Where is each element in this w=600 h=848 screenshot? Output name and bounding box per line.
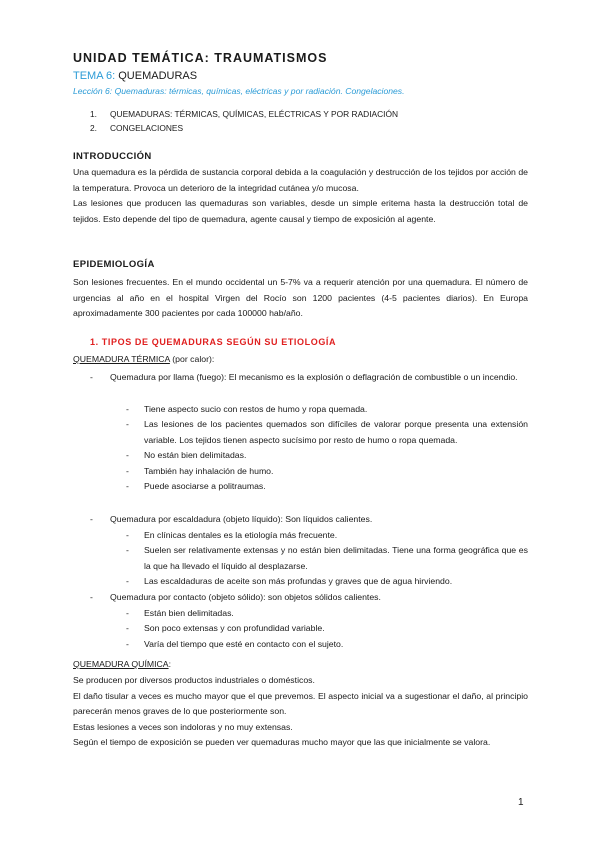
- list-item: - Suelen ser relativamente extensas y no están bien delimitadas. Tiene una forma geográfica que es la que ha llevado el líquido al desplazarse.: [126, 545, 528, 571]
- intro-paragraph: Las lesiones que producen las quemaduras son variables, desde un simple eritema hasta la destrucción total de tejidos. Esto depende del tipo de quemadura, agente causal y tiempo de exposición al agente.: [73, 198, 528, 224]
- list-item: - Son poco extensas y con profundidad variable.: [126, 623, 325, 634]
- epidemiologia-body: [73, 275, 528, 322]
- quimica-subheading: QUEMADURA QUÍMICA:: [73, 659, 171, 669]
- list-item: - Tiene aspecto sucio con restos de humo y ropa quemada.: [126, 404, 368, 414]
- list-item: - También hay inhalación de humo.: [126, 465, 274, 476]
- list-item: - Varía del tiempo que esté en contacto con el sujeto.: [126, 638, 344, 649]
- list-item: - Puede asociarse a politraumas.: [126, 481, 266, 492]
- list-item: - Las escaldaduras de aceite son más profundas y graves que de agua hirviendo.: [126, 576, 453, 587]
- intro-heading: INTRODUCCIÓN: [73, 151, 152, 162]
- epidemiologia-paragraph: Son lesiones frecuentes. En el mundo occidental un 5-7% va a requerir atención por una quemadura. El número de urgencias al año en el hospital Virgen del Rocío son 1200 pacientes (4-5 pacientes diarios). En Europa aproximadamente 300 pacientes por cada 100000 hab/año.: [73, 277, 528, 318]
- quimica-line: Según el tiempo de exposición se pueden ver quemaduras mucho mayor que las que inicialmente se valora.: [73, 737, 491, 747]
- epidemiologia-heading: EPIDEMIOLOGÍA: [73, 259, 155, 270]
- contacto-sublist: [126, 606, 528, 652]
- termica-subheading: QUEMADURA TÉRMICA (por calor):: [73, 354, 215, 364]
- quimica-line: Estas lesiones a veces son indoloras y no muy extensas.: [73, 721, 293, 732]
- list-item: - En clínicas dentales es la etiología más frecuente.: [126, 530, 338, 540]
- quimica-title: QUEMADURA QUÍMICA: [73, 659, 169, 669]
- escaldadura-sublist: [126, 528, 528, 590]
- list-item-contacto: - Quemadura por contacto (objeto sólido): son objetos sólidos calientes.: [90, 592, 381, 602]
- quimica-line: El daño tisular a veces es mucho mayor que el que prevemos. El aspecto inicial va a sugestionar el daño, al principio parecerán menos graves de lo que posteriormente son.: [73, 690, 528, 716]
- tema-name: QUEMADURAS: [118, 70, 198, 82]
- page-number: 1: [518, 797, 524, 808]
- index-item: 1. QUEMADURAS: TÉRMICAS, QUÍMICAS, ELÉCTRICAS Y POR RADIACIÓN: [90, 109, 399, 119]
- index-item: 2. CONGELACIONES: [90, 123, 184, 133]
- list-item-escaldadura: - Quemadura por escaldadura (objeto líquido): Son líquidos calientes.: [90, 514, 373, 524]
- intro-body: [73, 165, 528, 227]
- tema-prefix: TEMA 6:: [73, 70, 119, 82]
- leccion-subtitle: Lección 6: Quemaduras: térmicas, químicas, eléctricas y por radiación. Congelaciones.: [73, 86, 405, 96]
- termica-title: QUEMADURA TÉRMICA: [73, 354, 170, 364]
- index-list: [90, 107, 398, 135]
- llama-sublist: [126, 402, 528, 494]
- quimica-body: [73, 673, 528, 751]
- list-item: - No están bien delimitadas.: [126, 450, 247, 461]
- list-item: - Están bien delimitadas.: [126, 608, 234, 618]
- section-heading-tipos: 1. TIPOS DE QUEMADURAS SEGÚN SU ETIOLOGÍA: [90, 337, 337, 347]
- tema-title: [73, 70, 197, 82]
- unit-title: UNIDAD TEMÁTICA: TRAUMATISMOS: [73, 51, 328, 65]
- list-item-llama: - Quemadura por llama (fuego): El mecanismo es la explosión o deflagración de combustible o un incendio.: [90, 372, 518, 382]
- list-item: - Las lesiones de los pacientes quemados son difíciles de valorar porque presenta una extensión variable. Los tejidos tienen aspecto sucísimo por resto de humo o ropa quemada.: [126, 419, 528, 445]
- quimica-line: Se producen por diversos productos industriales o domésticos.: [73, 675, 315, 685]
- intro-paragraph: Una quemadura es la pérdida de sustancia corporal debida a la coagulación y destrucción de los tejidos por acción de la temperatura. Provoca un deterioro de la integridad cutánea y/o mucosa.: [73, 167, 528, 193]
